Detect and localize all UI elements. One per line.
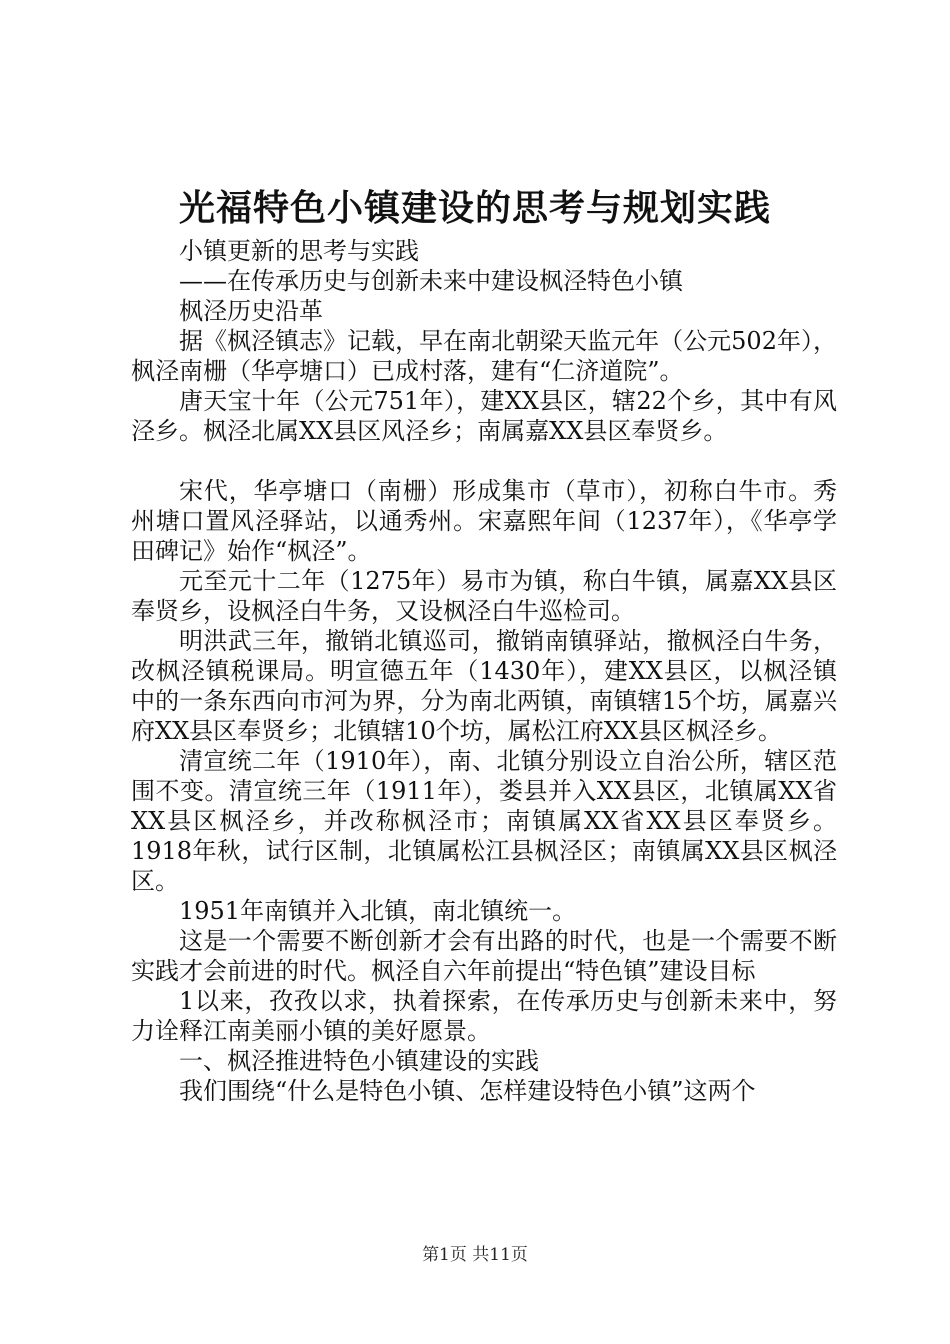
section-heading-history: 枫泾历史沿革 <box>179 297 323 325</box>
paragraph: 唐天宝十年（公元751年），建XX县区，辖22个乡，其中有风泾乡。枫泾北属XX县区风泾乡；南属嘉XX县区奉贤乡。 <box>131 387 837 445</box>
paragraph: 我们围绕“什么是特色小镇、怎样建设特色小镇”这两个 <box>179 1077 756 1105</box>
document-title: 光福特色小镇建设的思考与规划实践 <box>178 187 771 229</box>
page-footer: 第1页 共11页 <box>422 1245 528 1265</box>
paragraph: 据《枫泾镇志》记载，早在南北朝梁天监元年（公元502年），枫泾南栅（华亭塘口）已成村落，建有“仁济道院”。 <box>131 327 837 385</box>
section-heading-practice: 一、枫泾推进特色小镇建设的实践 <box>179 1047 539 1075</box>
paragraph: 1951年南镇并入北镇，南北镇统一。 <box>179 897 577 925</box>
blank-line <box>131 446 837 476</box>
paragraph: 1以来，孜孜以求，执着探索，在传承历史与创新未来中，努力诠释江南美丽小镇的美好愿景。 <box>131 987 837 1045</box>
subtitle-dash-line: ——在传承历史与创新未来中建设枫泾特色小镇 <box>179 267 683 295</box>
paragraph: 宋代，华亭塘口（南栅）形成集市（草市），初称白牛市。秀州塘口置风泾驿站，以通秀州。宋嘉熙年间（1237年），《华亭学田碑记》始作“枫泾”。 <box>131 477 837 565</box>
paragraph: 明洪武三年，撤销北镇巡司，撤销南镇驿站，撤枫泾白牛务，改枫泾镇税课局。明宣德五年（1430年），建XX县区，以枫泾镇中的一条东西向市河为界，分为南北两镇，南镇辖15个坊，属嘉兴府XX县区奉贤乡；北镇辖10个坊，属松江府XX县区枫泾乡。 <box>131 627 837 745</box>
subtitle-line: 小镇更新的思考与实践 <box>179 237 419 265</box>
paragraph: 元至元十二年（1275年）易市为镇，称白牛镇，属嘉XX县区奉贤乡，设枫泾白牛务，又设枫泾白牛巡检司。 <box>131 567 837 625</box>
paragraph: 这是一个需要不断创新才会有出路的时代，也是一个需要不断实践才会前进的时代。枫泾自六年前提出“特色镇”建设目标 <box>131 927 837 985</box>
paragraph: 清宣统二年（1910年），南、北镇分别设立自治公所，辖区范围不变。清宣统三年（1911年），娄县并入XX县区，北镇属XX省XX县区枫泾乡，并改称枫泾市；南镇属XX省XX县区奉贤乡。1918年秋，试行区制，北镇属松江县枫泾区；南镇属XX县区枫泾区。 <box>131 747 837 895</box>
document-body <box>131 236 837 1106</box>
